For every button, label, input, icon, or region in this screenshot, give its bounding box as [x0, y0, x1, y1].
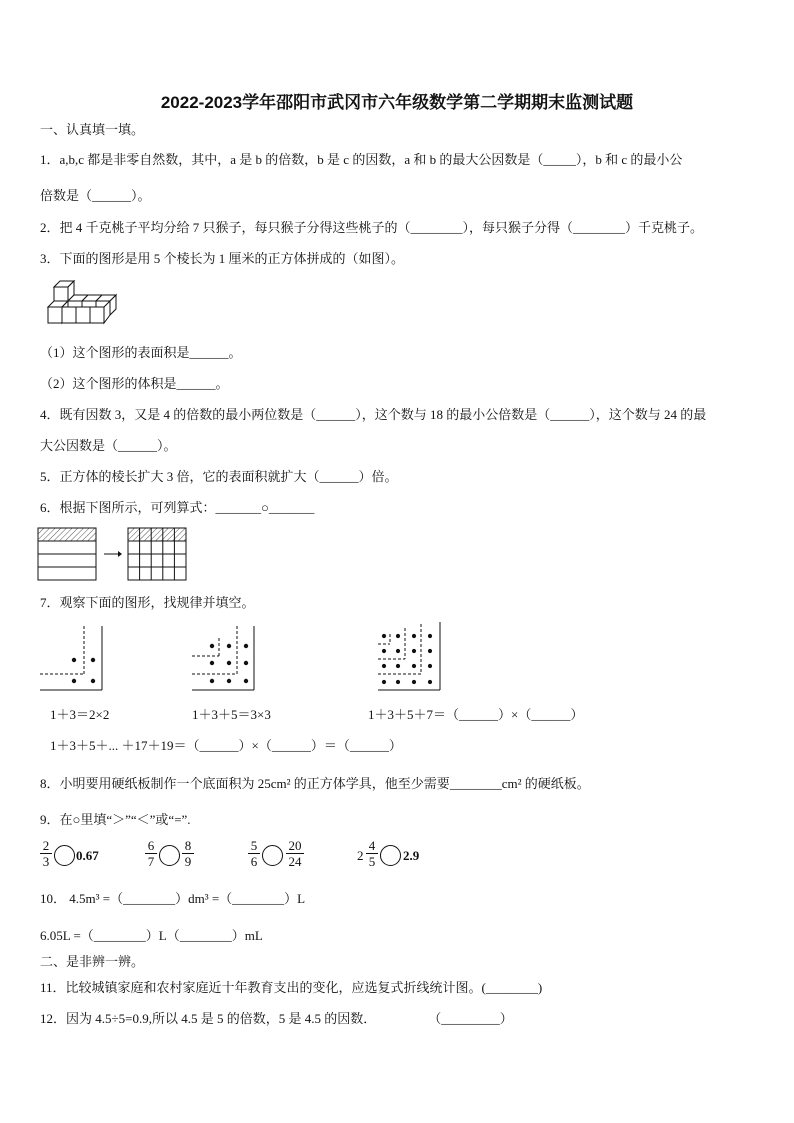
q9-item-3-right-numerator: 20: [286, 838, 304, 854]
q9-item-3-denominator: 6: [250, 854, 258, 869]
dot-pattern-3: [378, 622, 448, 692]
question-10-line-2: 6.05L =（________）L（________）mL: [40, 928, 263, 943]
page-title: 2022-2023学年邵阳市武冈市六年级数学第二学期期末监测试题: [160, 93, 634, 112]
question-3-sub-2: （2）这个图形的体积是______。: [40, 376, 229, 391]
question-4-line-1: 4．既有因数 3，又是 4 的倍数的最小两位数是（______），这个数与 18 的最小公倍数是（______），这个数与 24 的最: [40, 407, 707, 422]
question-7-equation-1: 1＋3＝2×2: [50, 707, 110, 722]
question-12: 12．因为 4.5÷5=0.9,所以 4.5 是 5 的倍数，5 是 4.5 的因数． （_________）: [40, 1011, 513, 1026]
q9-item-1-fraction: [40, 838, 52, 869]
q9-item-4-right: 2.9: [403, 848, 420, 863]
dot-pattern-1: [40, 626, 106, 690]
q9-item-2-right-numerator: 8: [182, 838, 194, 854]
cube-figure: [40, 278, 120, 333]
question-5: 5．正方体的棱长扩大 3 倍，它的表面积就扩大（______）倍。: [40, 469, 398, 484]
q9-item-2-numerator: 6: [145, 838, 157, 854]
q9-item-1-denominator: 3: [42, 854, 50, 869]
question-6: 6．根据下图所示，可列算式：_______○_______: [40, 500, 315, 515]
q9-item-3-right-fraction: [286, 838, 304, 869]
question-8: 8．小明要用硬纸板制作一个底面积为 25cm² 的正方体学具，他至少需要________cm² 的硬纸板。: [40, 776, 590, 791]
q9-item-2-fraction: [145, 838, 157, 869]
q9-item-4-numerator: 4: [366, 838, 378, 854]
q9-item-1-answer-circle[interactable]: [54, 845, 75, 866]
q9-item-2-answer-circle[interactable]: [159, 845, 180, 866]
question-4-line-2: 大公因数是（______）。: [40, 438, 177, 453]
q9-item-1-numerator: 2: [40, 838, 52, 854]
q9-item-2-right-denominator: 9: [184, 854, 192, 869]
fraction-grid-figure: [38, 528, 188, 582]
question-11: 11．比较城镇家庭和农村家庭近十年教育支出的变化，应选复式折线统计图。(________): [40, 980, 543, 995]
q9-item-4-answer-circle[interactable]: [380, 845, 401, 866]
question-7: 7．观察下面的图形，找规律并填空。: [40, 595, 255, 610]
q9-item-3-answer-circle[interactable]: [262, 845, 283, 866]
question-1-line-1: 1．a,b,c 都是非零自然数，其中，a 是 b 的倍数，b 是 c 的因数，a 和 b 的最大公因数是（_____），b 和 c 的最小公: [40, 152, 683, 167]
question-10-line-1: 10． 4.5m³ =（________）dm³ =（________）L: [40, 891, 306, 906]
question-9: 9．在○里填“＞”“＜”或“=”.: [40, 812, 191, 827]
question-3: 3．下面的图形是用 5 个棱长为 1 厘米的正方体拼成的（如图）。: [40, 251, 405, 266]
question-7-equation-2: 1＋3＋5＝3×3: [192, 707, 271, 722]
q9-item-4-whole: 2: [357, 848, 364, 863]
q9-item-3-right-denominator: 24: [288, 854, 302, 869]
section-1-heading: 一、认真填一填。: [40, 122, 145, 137]
dot-pattern-2: [192, 626, 262, 690]
q9-item-1-right: 0.67: [76, 848, 99, 863]
q9-item-2-denominator: 7: [147, 854, 155, 869]
question-2: 2．把 4 千克桃子平均分给 7 只猴子，每只猴子分得这些桃子的（________），每只猴子分得（________）千克桃子。: [40, 220, 704, 235]
question-1-line-2: 倍数是（______）。: [40, 188, 151, 203]
question-7-equation-4: 1＋3＋5＋... ＋17＋19＝（______）×（______）＝（______）: [50, 738, 402, 753]
q9-item-4-denominator: 5: [368, 854, 376, 869]
question-3-sub-1: （1）这个图形的表面积是______。: [40, 345, 242, 360]
question-7-equation-3: 1＋3＋5＋7＝（______）×（______）: [368, 707, 584, 722]
q9-item-2-right-fraction: [182, 838, 194, 869]
q9-item-3-numerator: 5: [248, 838, 260, 854]
q9-item-4-fraction: [366, 838, 378, 869]
section-2-heading: 二、是非辨一辨。: [40, 954, 145, 969]
q9-item-3-fraction: [248, 838, 260, 869]
